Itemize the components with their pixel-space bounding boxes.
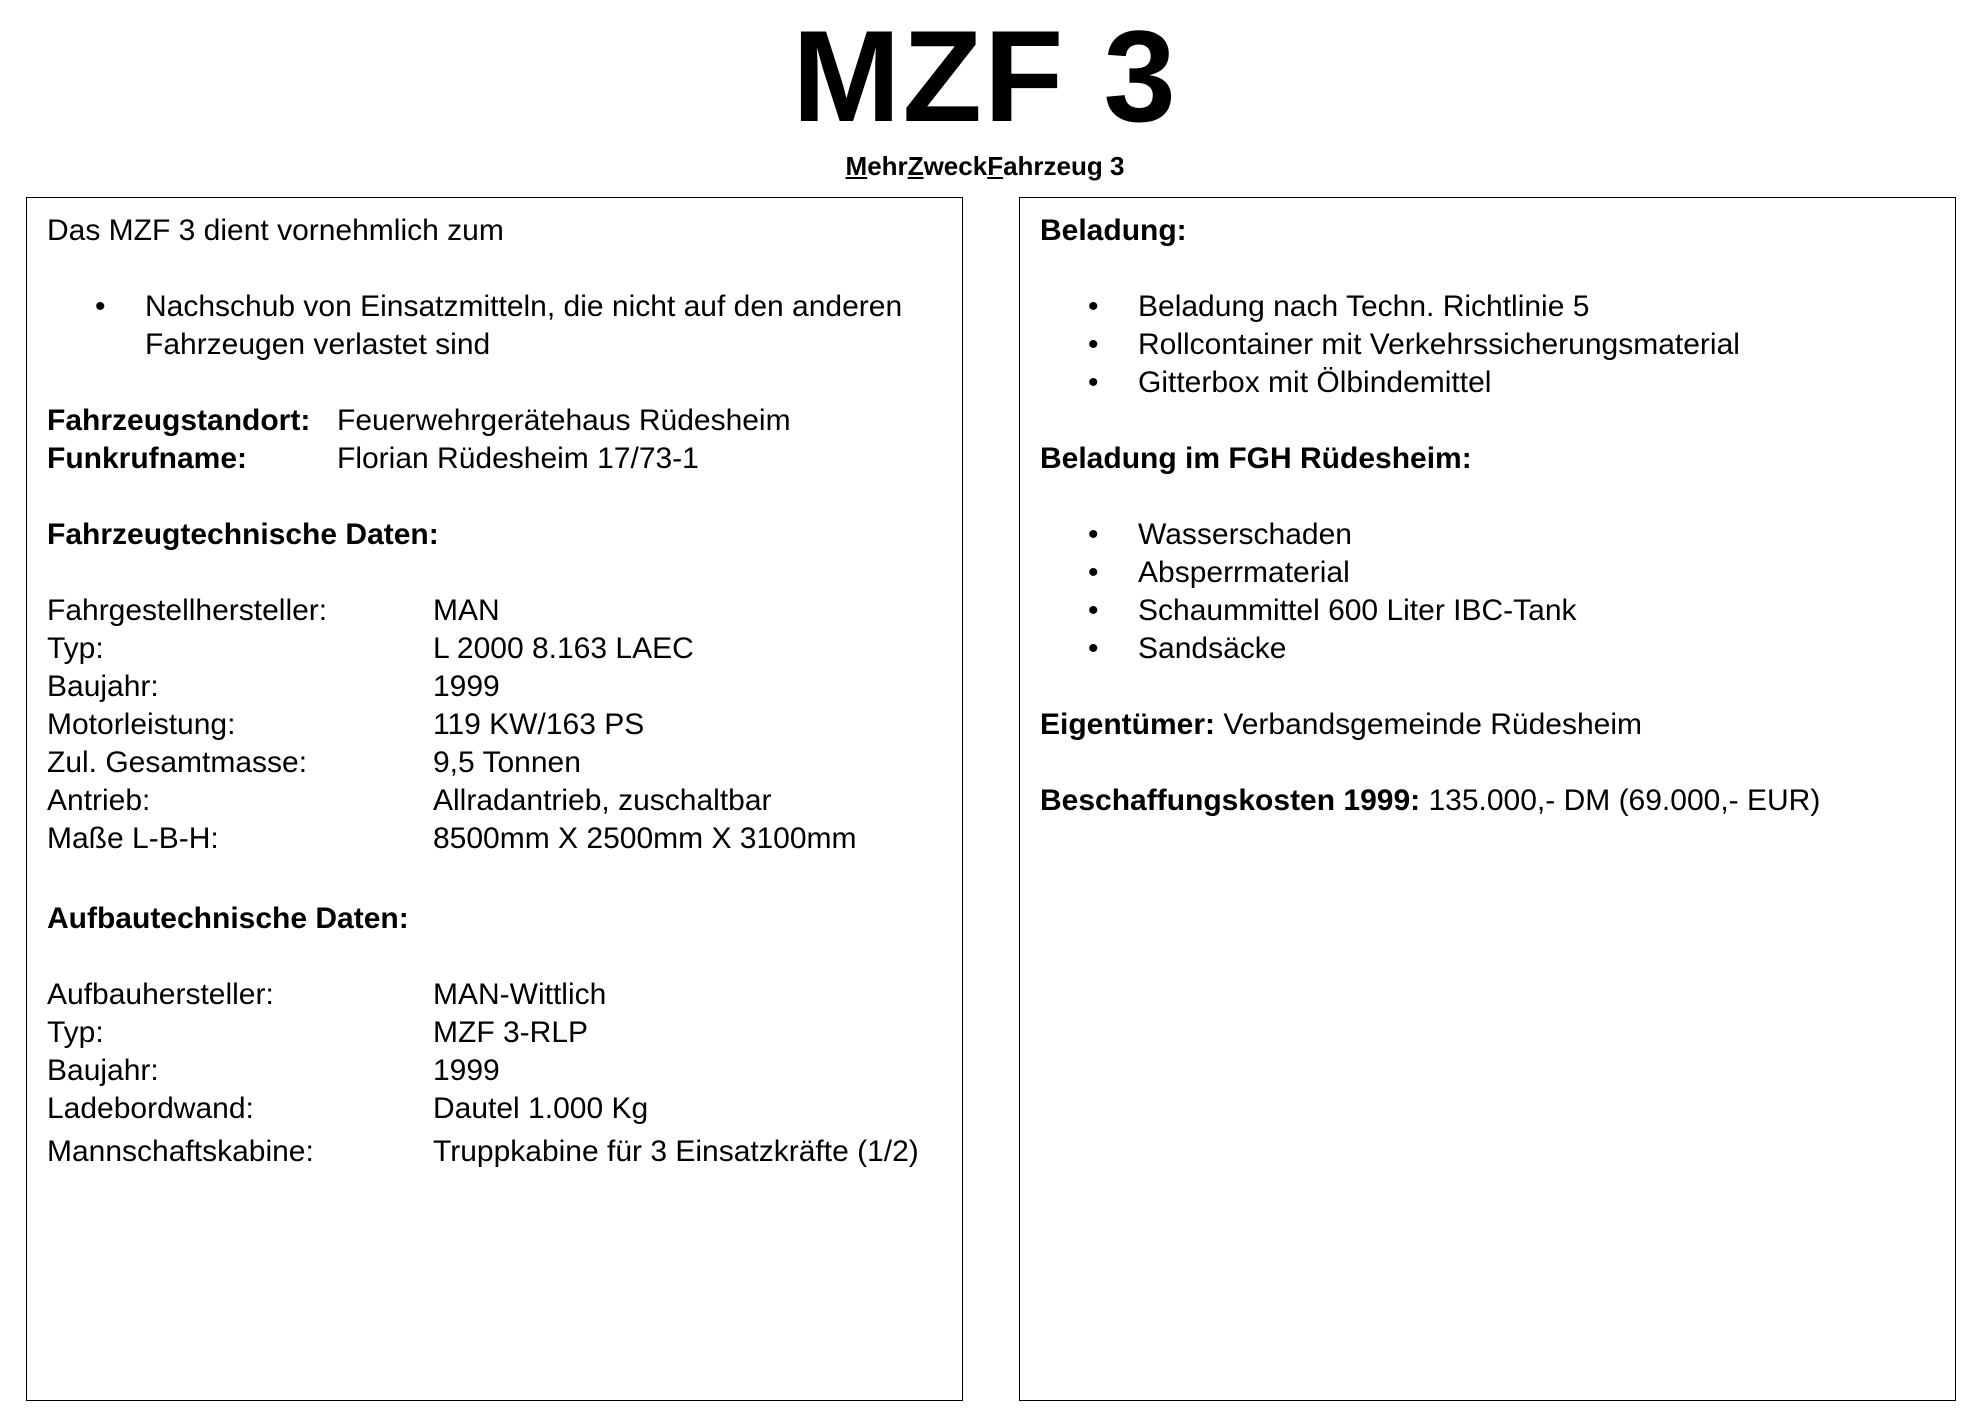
list-item: • Wasserschaden <box>1138 516 1935 554</box>
row-value: L 2000 8.163 LAEC <box>433 632 694 665</box>
row-key: Fahrgestellhersteller: <box>47 594 328 627</box>
row-value: 1999 <box>433 1054 500 1087</box>
row-value: 8500mm X 2500mm X 3100mm <box>433 822 857 855</box>
table-row <box>47 820 942 858</box>
table-row <box>47 976 942 1014</box>
subtitle-part: Z <box>907 151 924 181</box>
table-row <box>47 744 942 782</box>
list-item: • Absperrmaterial <box>1138 554 1935 592</box>
fgh-list <box>1040 516 1935 668</box>
standort-row <box>47 402 942 440</box>
row-key: Motorleistung: <box>47 708 236 741</box>
kosten-line <box>1040 782 1935 820</box>
table-row <box>47 1128 942 1171</box>
subtitle-part: weck <box>923 151 988 181</box>
purpose-list <box>47 288 942 364</box>
row-key: Aufbauhersteller: <box>47 978 274 1011</box>
table-row <box>47 1052 942 1090</box>
row-value: MAN-Wittlich <box>433 978 607 1011</box>
list-item: • Nachschub von Einsatzmitteln, die nicht auf den anderen Fahrzeugen verlastet sind <box>95 290 903 361</box>
aufbau-heading: Aufbautechnische Daten: <box>47 902 409 935</box>
list-item: • Rollcontainer mit Verkehrssicherungsmaterial <box>1138 326 1935 364</box>
standort-label: Fahrzeugstandort: <box>47 404 311 437</box>
subtitle-part: ahrzeug 3 <box>1003 151 1125 181</box>
beladung-list <box>1040 288 1935 402</box>
row-key: Baujahr: <box>47 1054 159 1087</box>
row-key: Mannschaftskabine: <box>47 1135 314 1168</box>
eigentuemer-label: Eigentümer: <box>1040 708 1216 741</box>
row-value: Allradantrieb, zuschaltbar <box>433 784 772 817</box>
table-row <box>47 592 942 630</box>
list-item: • Beladung nach Techn. Richtlinie 5 <box>1138 288 1935 326</box>
funkrufname-value: Florian Rüdesheim 17/73-1 <box>337 442 699 475</box>
row-key: Zul. Gesamtmasse: <box>47 746 308 779</box>
list-item: • Schaummittel 600 Liter IBC-Tank <box>1138 592 1935 630</box>
table-row <box>47 668 942 706</box>
row-value: 9,5 Tonnen <box>433 746 581 779</box>
intro-text: Das MZF 3 dient vornehmlich zum <box>47 214 504 247</box>
kosten-value: 135.000,- DM (69.000,- EUR) <box>1420 784 1821 817</box>
list-item: • Sandsäcke <box>1138 630 1935 668</box>
row-key: Antrieb: <box>47 784 151 817</box>
row-key: Typ: <box>47 1016 104 1049</box>
table-row <box>47 1090 942 1128</box>
fahrzeug-heading: Fahrzeugtechnische Daten: <box>47 518 439 551</box>
table-row <box>47 1014 942 1052</box>
bullet-icon: • <box>1088 366 1099 399</box>
bullet-icon: • <box>1088 290 1099 323</box>
table-row <box>47 782 942 820</box>
subtitle-part: F <box>987 151 1004 181</box>
beladung-heading: Beladung: <box>1040 214 1187 247</box>
bullet-icon: • <box>1088 632 1099 665</box>
standort-value: Feuerwehrgerätehaus Rüdesheim <box>337 404 791 437</box>
subtitle-part: ehr <box>867 151 908 181</box>
page-subtitle <box>0 150 1970 182</box>
bullet-icon: • <box>1088 328 1099 361</box>
row-value: MZF 3-RLP <box>433 1016 589 1049</box>
row-value: Dautel 1.000 Kg <box>433 1092 649 1125</box>
fahrzeug-table <box>47 592 942 858</box>
list-item: • Gitterbox mit Ölbindemittel <box>1138 364 1935 402</box>
bullet-icon: • <box>95 290 106 323</box>
row-value: Truppkabine für 3 Einsatzkräfte (1/2) <box>433 1135 919 1168</box>
table-row <box>47 706 942 744</box>
right-info-box <box>1019 197 1956 1401</box>
row-key: Ladebordwand: <box>47 1092 254 1125</box>
eigentuemer-line <box>1040 706 1935 744</box>
funkrufname-row <box>47 440 942 478</box>
aufbau-table <box>47 976 942 1171</box>
page-title: MZF 3 <box>792 3 1178 149</box>
funkrufname-label: Funkrufname: <box>47 442 248 475</box>
row-value: 1999 <box>433 670 500 703</box>
row-key: Baujahr: <box>47 670 159 703</box>
bullet-icon: • <box>1088 518 1099 551</box>
kosten-label: Beschaffungskosten 1999: <box>1040 784 1421 817</box>
table-row <box>47 630 942 668</box>
eigentuemer-value: Verbandsgemeinde Rüdesheim <box>1215 708 1642 741</box>
row-key: Typ: <box>47 632 104 665</box>
row-value: 119 KW/163 PS <box>433 708 645 741</box>
row-key: Maße L-B-H: <box>47 822 219 855</box>
bullet-icon: • <box>1088 556 1099 589</box>
fgh-heading: Beladung im FGH Rüdesheim: <box>1040 442 1472 475</box>
left-info-box <box>26 197 963 1401</box>
row-value: MAN <box>433 594 500 627</box>
bullet-icon: • <box>1088 594 1099 627</box>
subtitle-part: M <box>845 151 868 181</box>
